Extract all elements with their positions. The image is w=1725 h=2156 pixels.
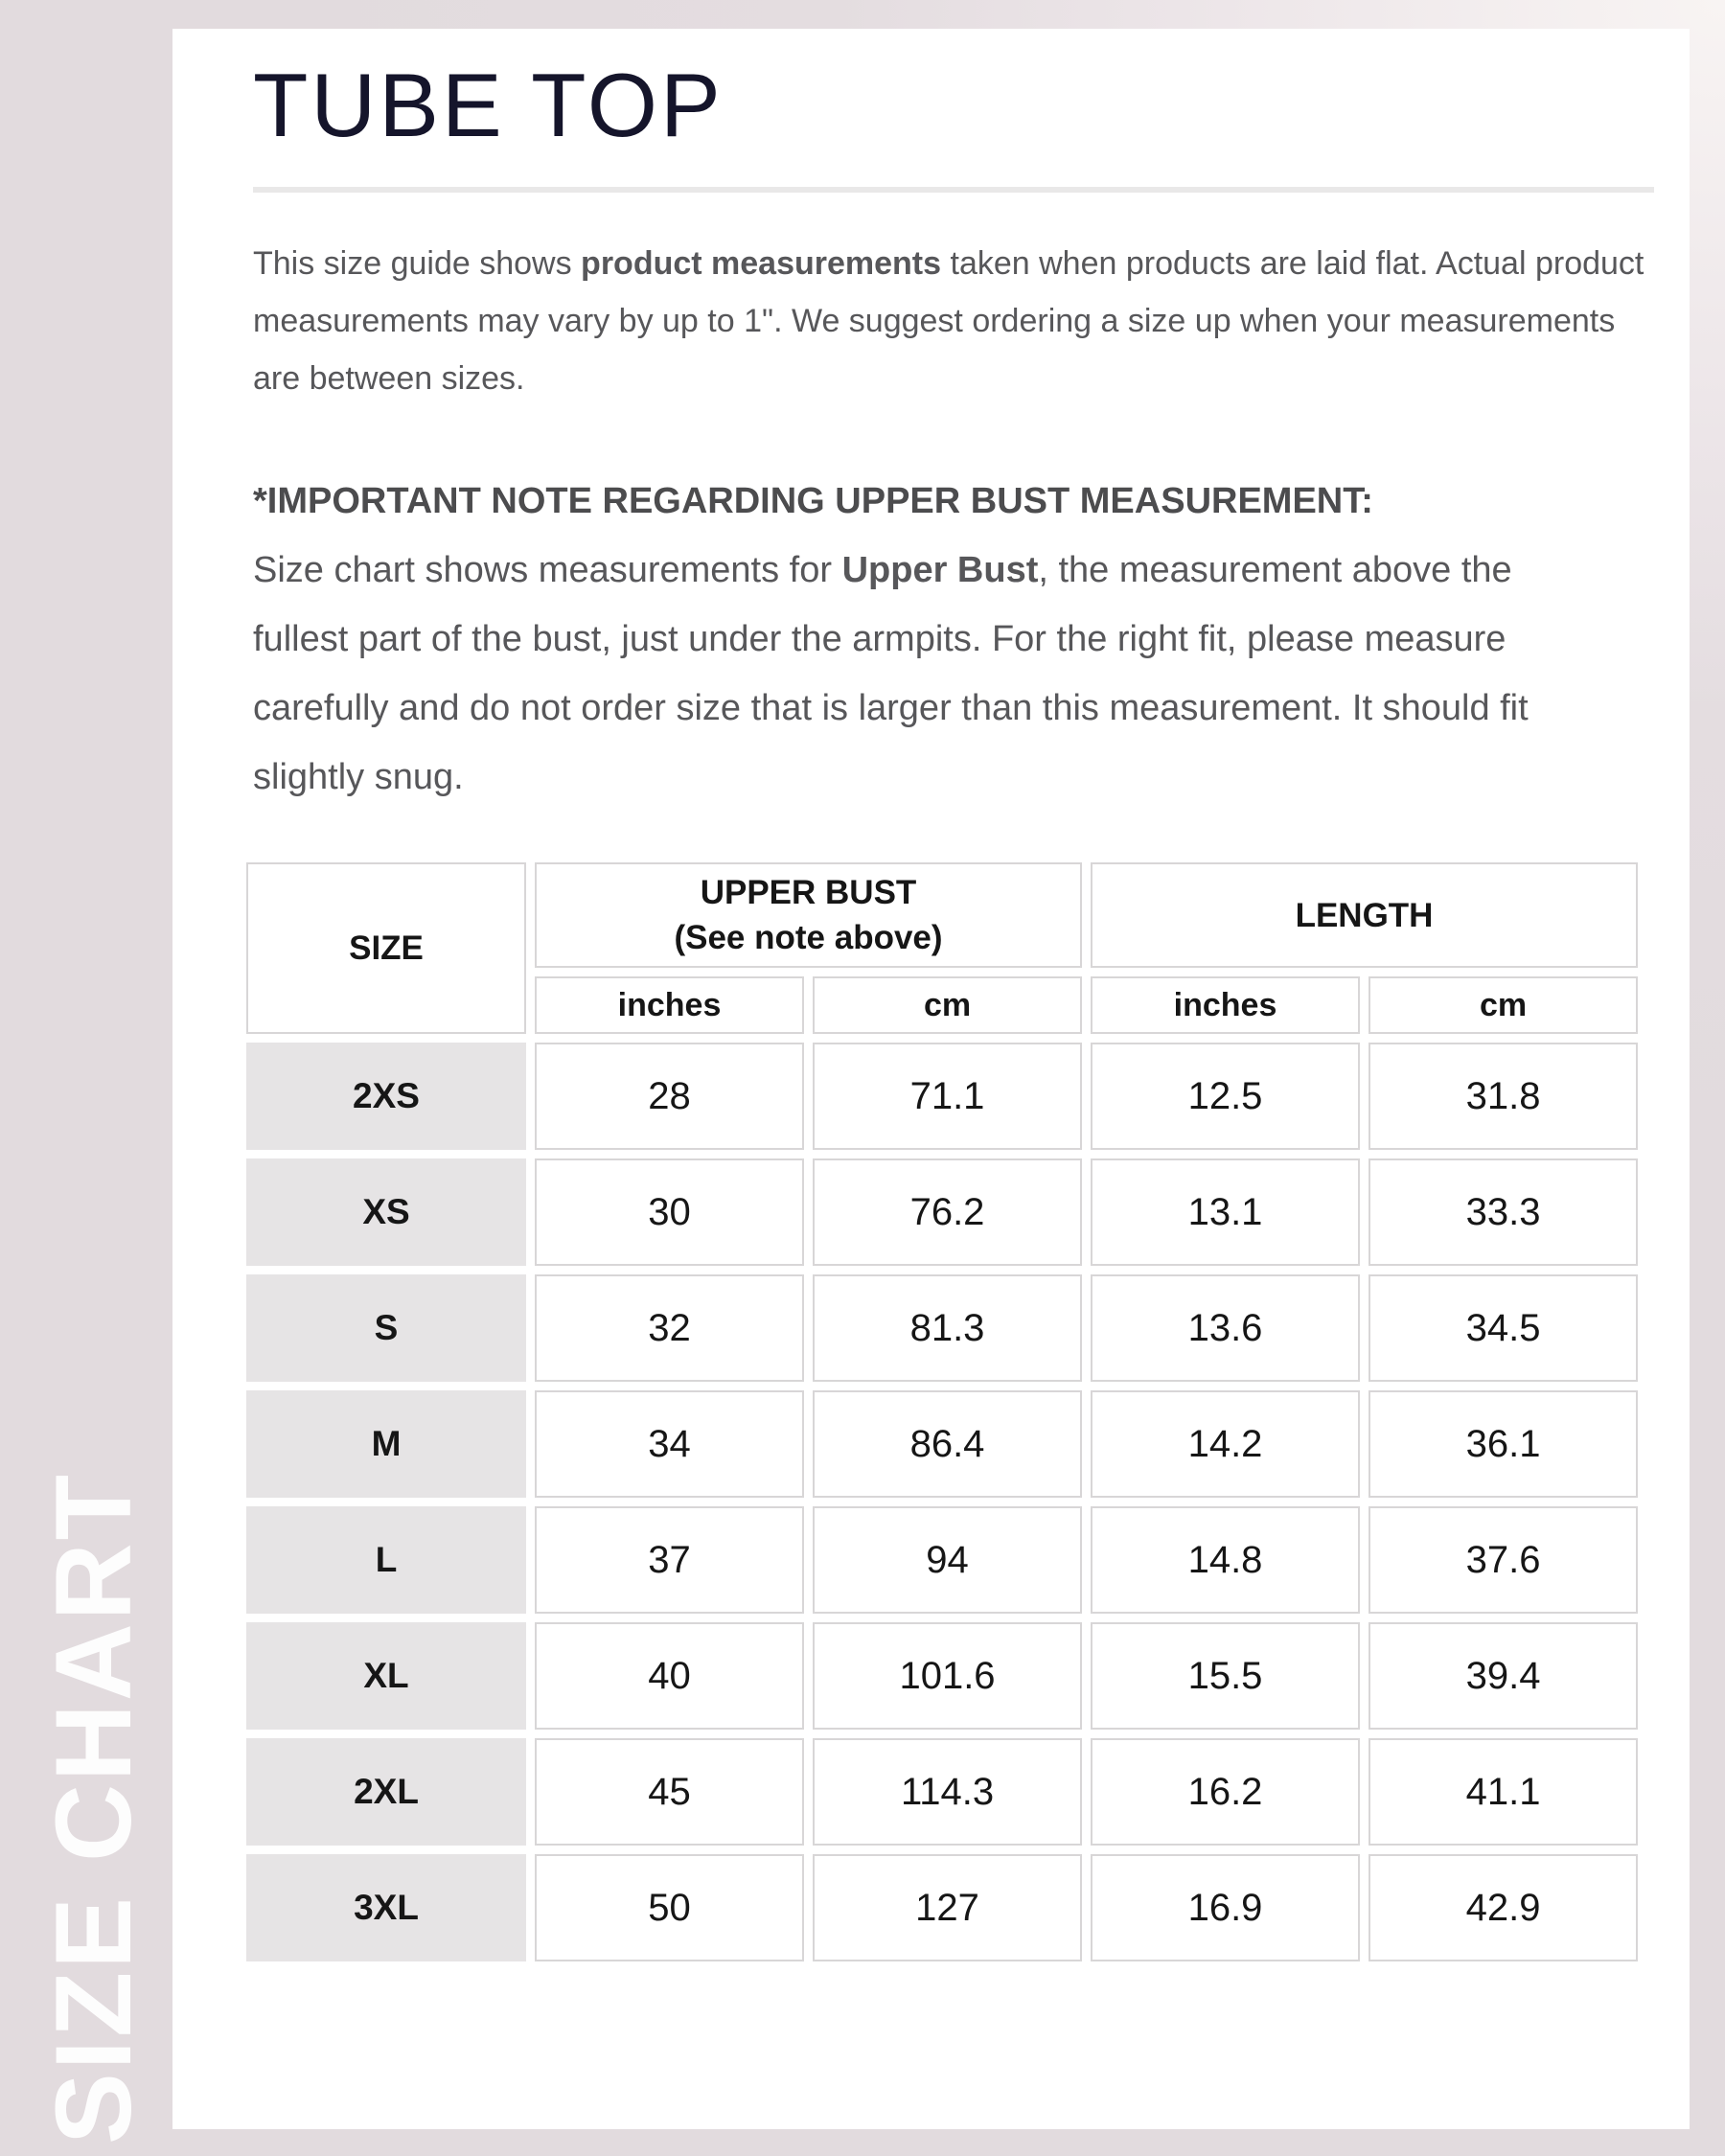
bust-cm-cell: 76.2 bbox=[813, 1158, 1082, 1266]
size-guide-card bbox=[172, 29, 1690, 2129]
bust-cm-cell: 94 bbox=[813, 1506, 1082, 1614]
length-cm-cell: 36.1 bbox=[1368, 1390, 1638, 1498]
bust-inches-cell: 37 bbox=[535, 1506, 804, 1614]
length-inches-cell: 16.9 bbox=[1091, 1854, 1360, 1961]
row-size-label: S bbox=[246, 1274, 526, 1382]
length-inches-cell: 15.5 bbox=[1091, 1622, 1360, 1730]
length-inches-cell: 14.2 bbox=[1091, 1390, 1360, 1498]
row-size-label: 2XS bbox=[246, 1043, 526, 1150]
bust-inches-cell: 34 bbox=[535, 1390, 804, 1498]
page-title: TUBE TOP bbox=[253, 55, 724, 155]
length-inches-cell: 16.2 bbox=[1091, 1738, 1360, 1846]
length-inches-cell: 13.6 bbox=[1091, 1274, 1360, 1382]
length-cm-cell: 31.8 bbox=[1368, 1043, 1638, 1150]
bust-cm-cell: 86.4 bbox=[813, 1390, 1082, 1498]
important-note bbox=[253, 467, 1614, 812]
upper-bust-header-line2: (See note above) bbox=[674, 919, 943, 957]
size-table bbox=[238, 854, 1646, 1970]
length-cm-cell: 33.3 bbox=[1368, 1158, 1638, 1266]
row-size-label: L bbox=[246, 1506, 526, 1614]
body-text: , the measurement above the fullest part of the bust, just under the armpits. For the right fit, please measure carefully and do not order size that is larger than this measurement. It should fit slightly snug. bbox=[253, 550, 1529, 798]
row-size-label: 2XL bbox=[246, 1738, 526, 1846]
bust-inches-cell: 30 bbox=[535, 1158, 804, 1266]
table-row bbox=[246, 1158, 1638, 1266]
body-text: This size guide shows bbox=[253, 245, 582, 283]
emphasized-text: Upper Bust bbox=[841, 550, 1039, 591]
bust-cm-cell: 101.6 bbox=[813, 1622, 1082, 1730]
size-table-body bbox=[246, 1043, 1638, 1961]
body-text: Size chart shows measurements for bbox=[253, 550, 842, 591]
unit-header-bust-inches: inches bbox=[535, 976, 804, 1034]
size-chart-vertical-label: SIZE CHART bbox=[34, 1472, 153, 2145]
table-row bbox=[246, 1506, 1638, 1614]
bust-cm-cell: 114.3 bbox=[813, 1738, 1082, 1846]
bust-inches-cell: 40 bbox=[535, 1622, 804, 1730]
intro-paragraph bbox=[253, 235, 1644, 407]
length-inches-cell: 12.5 bbox=[1091, 1043, 1360, 1150]
table-row bbox=[246, 1274, 1638, 1382]
table-row bbox=[246, 1043, 1638, 1150]
important-note-heading: *IMPORTANT NOTE REGARDING UPPER BUST MEASUREMENT: bbox=[253, 481, 1373, 522]
row-size-label: XS bbox=[246, 1158, 526, 1266]
bust-inches-cell: 50 bbox=[535, 1854, 804, 1961]
important-note-body bbox=[253, 550, 1529, 797]
row-size-label: XL bbox=[246, 1622, 526, 1730]
table-row bbox=[246, 1738, 1638, 1846]
bust-cm-cell: 81.3 bbox=[813, 1274, 1082, 1382]
emphasized-text: product measurements bbox=[581, 245, 942, 283]
table-row bbox=[246, 1854, 1638, 1961]
length-cm-cell: 37.6 bbox=[1368, 1506, 1638, 1614]
column-header-size: SIZE bbox=[246, 862, 526, 1034]
row-size-label: 3XL bbox=[246, 1854, 526, 1961]
length-cm-cell: 42.9 bbox=[1368, 1854, 1638, 1961]
unit-header-bust-cm: cm bbox=[813, 976, 1082, 1034]
row-size-label: M bbox=[246, 1390, 526, 1498]
bust-inches-cell: 45 bbox=[535, 1738, 804, 1846]
length-inches-cell: 14.8 bbox=[1091, 1506, 1360, 1614]
length-cm-cell: 39.4 bbox=[1368, 1622, 1638, 1730]
table-row bbox=[246, 1390, 1638, 1498]
title-divider bbox=[253, 187, 1654, 193]
bust-cm-cell: 71.1 bbox=[813, 1043, 1082, 1150]
body-text: taken when products are laid flat. Actual product measurements may vary by up to 1". We suggest ordering a size up when your measurements are between sizes. bbox=[253, 245, 1644, 398]
bust-inches-cell: 32 bbox=[535, 1274, 804, 1382]
length-cm-cell: 41.1 bbox=[1368, 1738, 1638, 1846]
bust-cm-cell: 127 bbox=[813, 1854, 1082, 1961]
length-inches-cell: 13.1 bbox=[1091, 1158, 1360, 1266]
bust-inches-cell: 28 bbox=[535, 1043, 804, 1150]
table-row bbox=[246, 1622, 1638, 1730]
column-header-length: LENGTH bbox=[1091, 862, 1638, 968]
unit-header-length-inches: inches bbox=[1091, 976, 1360, 1034]
column-header-upper-bust bbox=[535, 862, 1082, 968]
upper-bust-header-line1: UPPER BUST bbox=[700, 874, 917, 912]
unit-header-length-cm: cm bbox=[1368, 976, 1638, 1034]
length-cm-cell: 34.5 bbox=[1368, 1274, 1638, 1382]
